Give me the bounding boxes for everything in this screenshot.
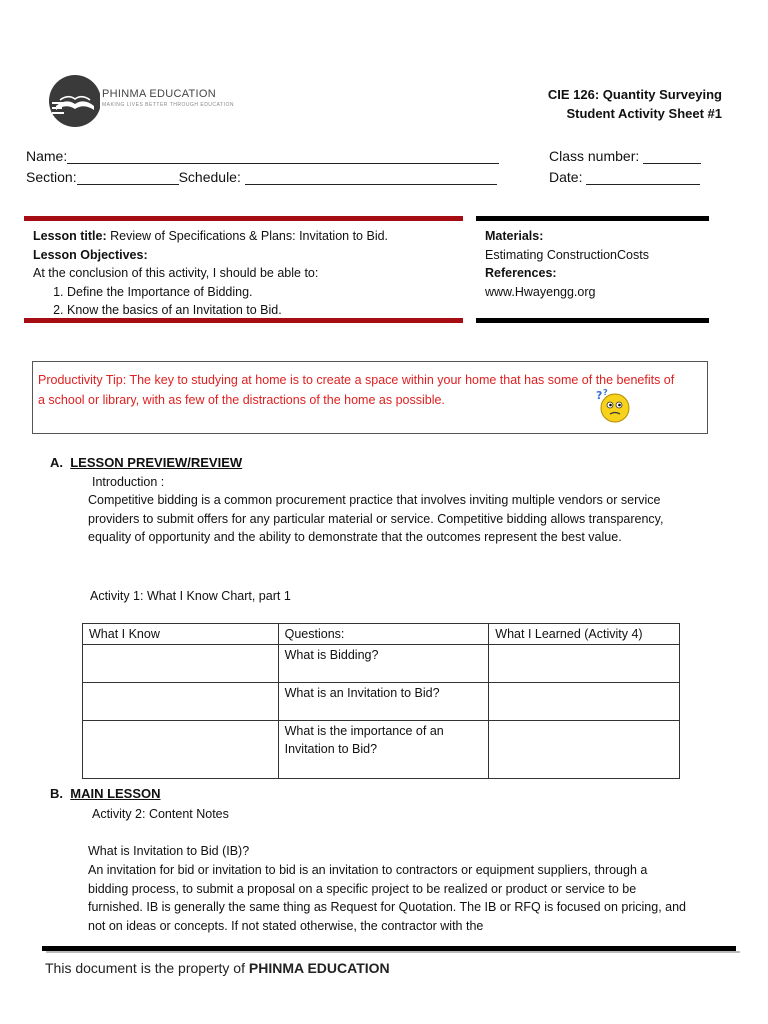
phinma-logo	[48, 72, 213, 130]
question-cell: What is Bidding?	[278, 645, 489, 683]
footer-prefix: This document is the property of	[45, 960, 249, 976]
materials-label: Materials:	[485, 229, 544, 243]
schedule-label: Schedule:	[178, 169, 241, 185]
section-a-title: LESSON PREVIEW/REVIEW	[70, 455, 243, 470]
lesson-title	[33, 227, 463, 246]
table-row	[83, 645, 680, 683]
what-i-know-chart	[82, 623, 680, 779]
what-i-know-cell[interactable]	[83, 645, 279, 683]
phinma-emblem-icon	[48, 72, 100, 130]
intro-text: Competitive bidding is a common procurement practice that involves inviting multiple vendors or service providers to submit offers for any particular material or service. Competitive bidding allows transparency, equality of opportunity and the ability to demonstrate that the outcomes represent the best value.	[88, 493, 664, 544]
name-blank[interactable]	[67, 149, 499, 164]
section-a-heading	[50, 455, 242, 470]
what-i-learned-cell[interactable]	[489, 721, 680, 779]
schedule-blank[interactable]	[245, 170, 497, 185]
course-title: CIE 126: Quantity Surveying	[547, 87, 722, 102]
productivity-tip-text: Productivity Tip: The key to studying at home is to create a space within your home that has some of the benefits of a school or library, with as few of the distractions of the home as possible.	[38, 373, 675, 407]
lesson-objectives-intro: At the conclusion of this activity, I should be able to:	[33, 266, 319, 280]
name-field[interactable]	[26, 148, 499, 164]
activity-2-label: Activity 2: Content Notes	[92, 807, 229, 821]
lesson-info	[33, 227, 463, 320]
invitation-text: An invitation for bid or invitation to bid is an invitation to contractors or equipment suppliers, through a bidding process, to submit a proposal on a specific project to be realized or product or service to be furnished. IB is generally the same thing as Request for Quotation. The IB or RFQ is focused on pricing, and not on ideas or concepts. If not stated otherwise, the contractor with the	[88, 863, 687, 933]
course-header	[548, 85, 722, 123]
class-number-field[interactable]	[549, 148, 701, 164]
footer-text	[45, 960, 390, 976]
class-number-label: Class number:	[549, 148, 640, 164]
section-b-title: MAIN LESSON	[70, 786, 161, 801]
section-schedule-field[interactable]	[26, 169, 497, 185]
table-row	[83, 721, 680, 779]
svg-text:?: ?	[596, 389, 603, 402]
objective-item: 2. Know the basics of an Invitation to Bid.	[67, 301, 463, 320]
table-header-cell: Questions:	[278, 624, 489, 645]
references-value[interactable]: www.Hwayengg.org	[485, 284, 596, 299]
materials-bottom-bar	[476, 318, 709, 323]
svg-text:?: ?	[603, 388, 608, 397]
invitation-question: What is Invitation to Bid (IB)?	[88, 844, 250, 858]
activity-1-label: Activity 1: What I Know Chart, part 1	[90, 589, 291, 603]
date-blank[interactable]	[586, 170, 700, 185]
references-label: References:	[485, 266, 557, 280]
productivity-tip-box	[32, 361, 708, 434]
what-i-know-cell[interactable]	[83, 683, 279, 721]
section-blank[interactable]	[77, 170, 179, 185]
materials-info	[485, 227, 710, 301]
what-i-learned-cell[interactable]	[489, 683, 680, 721]
section-a-letter: A.	[50, 455, 63, 470]
what-i-learned-cell[interactable]	[489, 645, 680, 683]
objectives-list	[33, 283, 463, 320]
table-header-cell: What I Learned (Activity 4)	[489, 624, 680, 645]
lesson-objectives-label: Lesson Objectives:	[33, 247, 148, 262]
question-cell: What is the importance of an Invitation to Bid?	[278, 721, 489, 779]
table-header-cell: What I Know	[83, 624, 279, 645]
what-i-know-cell[interactable]	[83, 721, 279, 779]
logo-tagline: MAKING LIVES BETTER THROUGH EDUCATION	[102, 102, 234, 108]
question-cell: What is an Invitation to Bid?	[278, 683, 489, 721]
objective-item: 1. Define the Importance of Bidding.	[67, 283, 463, 302]
table-header-row	[83, 624, 680, 645]
table-row	[83, 683, 680, 721]
materials-value: Estimating ConstructionCosts	[485, 247, 649, 262]
sheet-title: Student Activity Sheet #1	[566, 106, 722, 121]
date-label: Date:	[549, 169, 583, 185]
footer-owner: PHINMA EDUCATION	[248, 960, 390, 976]
lesson-title-label: Lesson title:	[33, 229, 107, 243]
section-label: Section:	[26, 169, 77, 185]
date-field[interactable]	[549, 169, 700, 185]
name-label: Name:	[26, 148, 68, 164]
footer-bar-shadow	[46, 951, 740, 953]
thinking-face-icon	[593, 386, 633, 426]
section-b-letter: B.	[50, 786, 63, 801]
class-number-blank[interactable]	[643, 149, 701, 164]
lesson-top-bar	[24, 216, 463, 221]
materials-top-bar	[476, 216, 709, 221]
logo-name: PHINMA EDUCATION	[102, 88, 216, 100]
lesson-title-value: Review of Specifications & Plans: Invitation to Bid.	[106, 229, 389, 243]
section-b-heading	[50, 786, 161, 801]
intro-label: Introduction :	[92, 475, 165, 489]
